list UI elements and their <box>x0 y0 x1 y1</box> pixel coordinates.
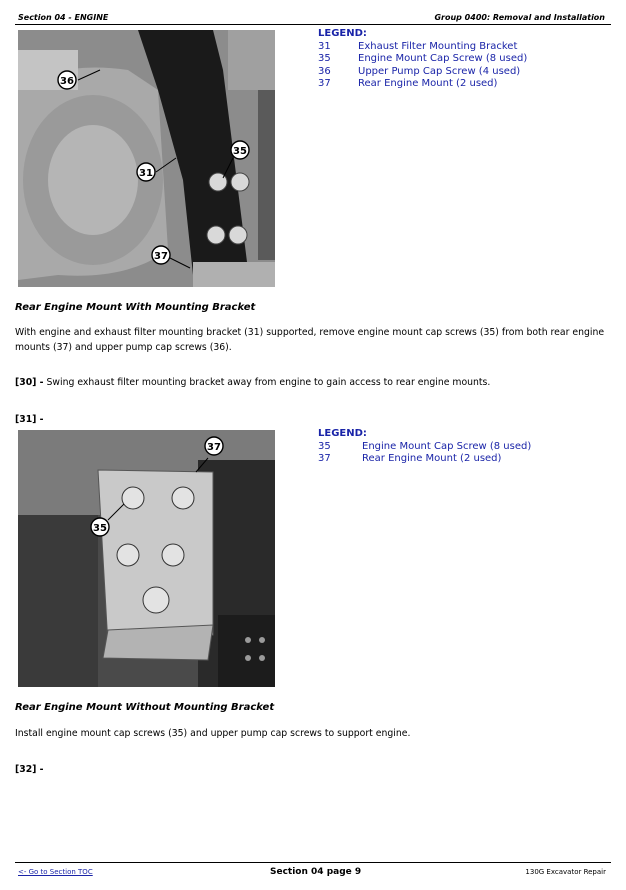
section-toc-link[interactable]: <- Go to Section TOC <box>18 868 93 876</box>
header-divider <box>15 24 611 25</box>
legend-figure-1 <box>318 28 527 91</box>
legend-item: 35 Engine Mount Cap Screw (8 used) <box>318 440 532 452</box>
legend-item: 36 Upper Pump Cap Screw (4 used) <box>318 65 521 77</box>
legend-item: 37 Rear Engine Mount (2 used) <box>318 453 502 464</box>
legend-item: 37 Rear Engine Mount (2 used) <box>318 78 498 89</box>
callout-35 <box>231 141 249 159</box>
svg-text:37: 37 <box>207 442 221 453</box>
legend-item: 31 Exhaust Filter Mounting Bracket <box>318 40 518 52</box>
legend-item: 35 Engine Mount Cap Screw (8 used) <box>318 53 528 64</box>
footer-divider <box>15 862 611 863</box>
svg-text:31: 31 <box>139 168 153 179</box>
figure-rear-engine-mount-with-bracket <box>18 30 275 287</box>
callout-37 <box>205 437 223 455</box>
svg-text:36: 36 <box>60 76 74 87</box>
callout-37 <box>152 246 170 264</box>
figure-caption-1: Rear Engine Mount With Mounting Bracket <box>15 302 256 313</box>
callout-35 <box>91 518 109 536</box>
instruction-paragraph-1: With engine and exhaust filter mounting bracket (31) supported, remove engine mount cap screws (35) from both rear engine mounts (37) and upper pump cap screws (36). <box>15 327 605 353</box>
page-number: Section 04 page 9 <box>270 867 362 877</box>
figure-caption-2: Rear Engine Mount Without Mounting Bracket <box>15 702 275 713</box>
instruction-paragraph-2: Install engine mount cap screws (35) and upper pump cap screws to support engine. <box>15 728 411 739</box>
legend-figure-2 <box>318 428 531 466</box>
svg-text:37: 37 <box>154 251 168 262</box>
svg-text:35: 35 <box>93 523 107 534</box>
callout-36 <box>58 71 76 89</box>
step-31: [31] - <box>15 414 44 425</box>
step-32: [32] - <box>15 764 44 775</box>
step-30: [30] - Swing exhaust filter mounting bracket away from engine to gain access to rear engine mounts. <box>15 377 491 388</box>
figure-rear-engine-mount-without-bracket <box>18 430 275 687</box>
manual-title: 130G Excavator Repair <box>525 868 606 876</box>
callout-31 <box>137 163 155 181</box>
legend-title: LEGEND: <box>318 28 367 39</box>
legend-title: LEGEND: <box>318 428 367 439</box>
group-header: Group 0400: Removal and Installation <box>434 13 605 22</box>
svg-text:35: 35 <box>233 146 247 157</box>
section-header: Section 04 - ENGINE <box>18 13 109 22</box>
